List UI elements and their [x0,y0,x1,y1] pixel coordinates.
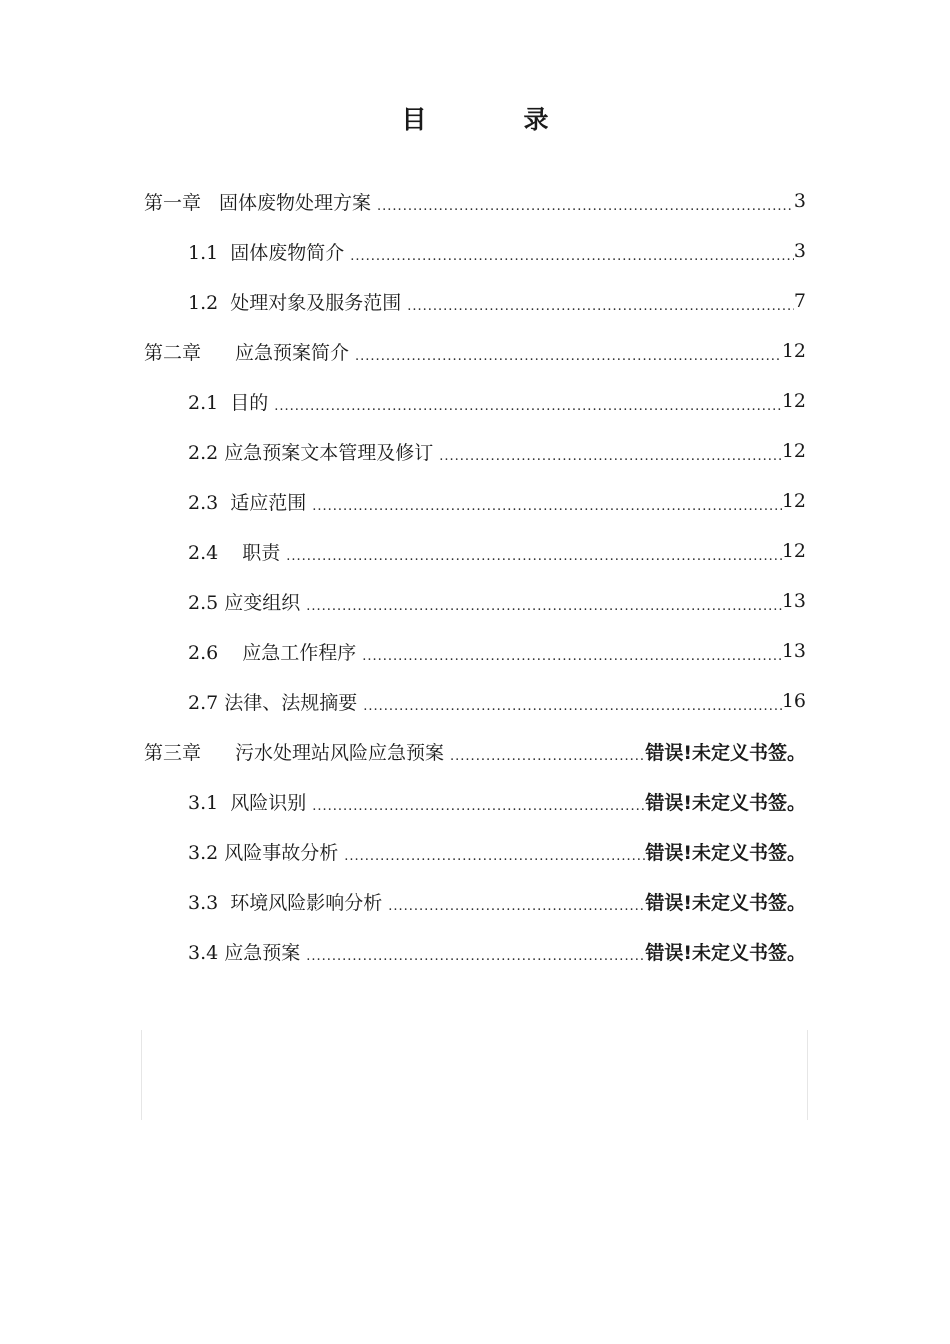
toc-entry-number: 2.1 [188,391,219,414]
toc-entry-page-error: 错误!未定义书签。 [645,841,806,864]
toc-entry-page: 12 [781,340,806,362]
toc-entry-text: 处理对象及服务范围 [230,291,402,314]
toc-entry-text: 应急工作程序 [242,641,357,664]
toc-entry-label [188,288,407,315]
toc-entry-text: 应急预案简介 [235,341,350,364]
toc-entry-text: 职责 [242,541,281,564]
toc-entry-page: 12 [781,440,806,462]
toc-entry-label [188,788,312,815]
toc-entry-2-6[interactable] [144,626,806,676]
toc-entry-3-1[interactable] [144,776,806,826]
toc-entry-3-4[interactable] [144,926,806,976]
toc-entry-text: 风险事故分析 [224,841,339,864]
toc-entry-chapter-1[interactable] [144,176,806,226]
toc-entry-text: 法律、法规摘要 [224,691,358,714]
toc-entry-number: 3.2 [188,841,219,864]
toc-entry-1-1[interactable] [144,226,806,276]
toc-entry-2-4[interactable] [144,526,806,576]
toc-entry-3-2[interactable] [144,826,806,876]
toc-leader-dots [306,576,782,626]
toc-leader-dots [286,526,782,576]
toc-entry-page: 13 [781,640,806,662]
toc-leader-dots [274,376,782,426]
toc-entry-page-error: 错误!未定义书签。 [645,741,806,764]
toc-entry-page: 12 [781,390,806,412]
page-frame-left-line [141,1030,142,1120]
toc-entry-number: 第三章 [144,741,202,764]
toc-entry-text: 适应范围 [230,491,307,514]
toc-entry-text: 环境风险影响分析 [230,891,383,914]
toc-entry-label [188,888,388,915]
toc-entry-2-5[interactable] [144,576,806,626]
toc-list [144,176,806,976]
toc-entry-label [188,838,344,865]
toc-entry-text: 固体废物处理方案 [219,191,372,214]
toc-entry-label [144,738,450,765]
toc-entry-page: 3 [793,190,806,212]
toc-entry-text: 固体废物简介 [230,241,345,264]
toc-entry-number: 3.3 [188,891,219,914]
toc-leader-dots [407,276,794,326]
toc-entry-chapter-3[interactable] [144,726,806,776]
toc-leader-dots [344,826,645,876]
toc-entry-page: 3 [793,240,806,262]
toc-leader-dots [363,676,782,726]
toc-entry-label [188,538,286,565]
toc-entry-page: 12 [781,490,806,512]
toc-entry-label [188,588,306,615]
toc-entry-label [144,188,377,215]
toc-entry-page-error: 错误!未定义书签。 [645,891,806,914]
toc-entry-page: 13 [781,590,806,612]
toc-entry-label [188,638,362,665]
toc-leader-dots [450,726,645,776]
toc-entry-label [188,488,312,515]
page-frame-right-line [807,1030,808,1120]
toc-entry-page: 16 [781,690,806,712]
toc-entry-number: 1.2 [188,291,219,314]
toc-entry-number: 第一章 [144,191,202,214]
toc-entry-chapter-2[interactable] [144,326,806,376]
toc-entry-number: 2.6 [188,641,219,664]
toc-entry-2-7[interactable] [144,676,806,726]
toc-leader-dots [350,226,794,276]
toc-leader-dots [377,176,794,226]
toc-entry-number: 2.5 [188,591,219,614]
toc-entry-label [188,938,306,965]
toc-entry-text: 应急预案 [224,941,301,964]
toc-entry-label [188,238,350,265]
toc-entry-page-error: 错误!未定义书签。 [645,791,806,814]
toc-entry-text: 应变组织 [224,591,301,614]
toc-entry-number: 第二章 [144,341,202,364]
toc-entry-label [188,438,439,465]
toc-leader-dots [312,776,645,826]
toc-entry-2-2[interactable] [144,426,806,476]
toc-entry-1-2[interactable] [144,276,806,326]
toc-entry-text: 目的 [230,391,269,414]
toc-entry-label [188,388,274,415]
toc-entry-label [188,688,363,715]
toc-title: 目 录 [401,105,585,134]
toc-entry-number: 2.4 [188,541,219,564]
toc-leader-dots [388,876,645,926]
toc-entry-text: 污水处理站风险应急预案 [235,741,445,764]
toc-entry-number: 1.1 [188,241,219,264]
toc-entry-text: 应急预案文本管理及修订 [224,441,434,464]
toc-entry-page: 7 [793,290,806,312]
toc-entry-number: 2.3 [188,491,219,514]
toc-entry-page: 12 [781,540,806,562]
toc-entry-number: 3.1 [188,791,219,814]
toc-leader-dots [439,426,782,476]
toc-entry-3-3[interactable] [144,876,806,926]
toc-leader-dots [306,926,645,976]
toc-leader-dots [312,476,782,526]
toc-entry-number: 2.7 [188,691,219,714]
toc-entry-number: 3.4 [188,941,219,964]
toc-entry-text: 风险识别 [230,791,307,814]
toc-entry-2-1[interactable] [144,376,806,426]
toc-entry-2-3[interactable] [144,476,806,526]
toc-leader-dots [362,626,782,676]
toc-leader-dots [355,326,782,376]
toc-entry-label [144,338,355,365]
toc-entry-number: 2.2 [188,441,219,464]
toc-entry-page-error: 错误!未定义书签。 [645,941,806,964]
